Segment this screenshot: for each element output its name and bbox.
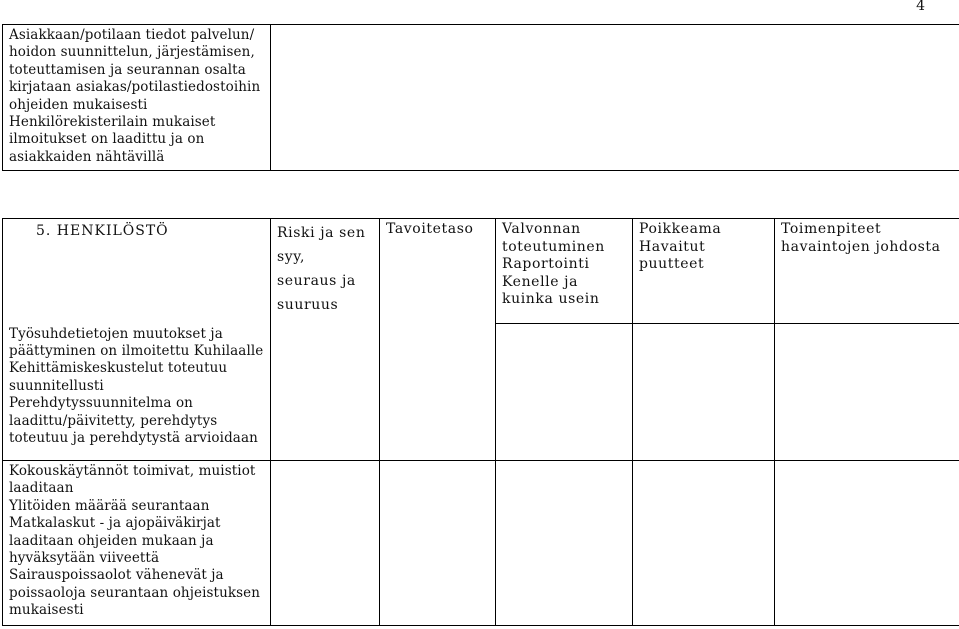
row1-risk-cell bbox=[271, 324, 380, 461]
row1-monitoring-cell bbox=[496, 324, 633, 461]
top-right-cell bbox=[271, 25, 959, 171]
top-left-cell bbox=[3, 25, 271, 171]
page-number: 4 bbox=[916, 0, 925, 14]
header-goal bbox=[380, 219, 496, 324]
row2-risk-cell bbox=[271, 461, 380, 626]
header-monitoring bbox=[496, 219, 633, 324]
row1-deviation-cell bbox=[633, 324, 775, 461]
row2-criteria-text: Kokouskäytännöt toimivat, muistiot laaditaan Ylitöiden määrää seurantaan Matkalaskut - ja ajopäiväkirjat laaditaan ohjeiden mukaan ja hyväksytään viiveettä Sairauspoissaolot vähenevät ja poissaoloja seurantaan ohjeistuksen mukaisesti bbox=[9, 463, 261, 619]
row1-actions-cell bbox=[775, 324, 959, 461]
header-deviation bbox=[633, 219, 775, 324]
header-goal-label: Tavoitetaso bbox=[386, 221, 474, 237]
section-title: 5. HENKILÖSTÖ bbox=[36, 223, 169, 239]
header-risk-label: Riski ja sen syy, seuraus ja suuruus bbox=[277, 225, 366, 313]
row2-deviation-cell bbox=[633, 461, 775, 626]
personnel-table bbox=[2, 218, 959, 626]
records-text: Asiakkaan/potilaan tiedot palvelun/ hoidon suunnittelun, järjestämisen, toteuttamisen ja seurannan osalta kirjataan asiakas/potilastiedostoihin ohjeiden mukaisesti Henkilörekisterilain mukaiset ilmoitukset on laadittu ja on asiakkaiden nähtävillä bbox=[9, 27, 261, 165]
header-deviation-label: Poikkeama Havaitut puutteet bbox=[639, 221, 722, 272]
top-table bbox=[2, 24, 959, 171]
header-monitoring-label: Valvonnan toteutuminen Raportointi Kenelle ja kuinka usein bbox=[502, 221, 605, 307]
section-title-cell bbox=[3, 219, 271, 324]
row2-criteria-cell bbox=[3, 461, 271, 626]
header-actions bbox=[775, 219, 959, 324]
row2-goal-cell bbox=[380, 461, 496, 626]
row2-actions-cell bbox=[775, 461, 959, 626]
row1-goal-cell bbox=[380, 324, 496, 461]
row1-criteria-text: Työsuhdetietojen muutokset ja päättyminen on ilmoitettu Kuhilaalle Kehittämiskeskustelut toteutuu suunnitellusti Perehdytyssuunnitelma on laadittu/päivitetty, perehdytys toteutuu ja perehdytystä arvioidaan bbox=[9, 325, 264, 446]
row1-criteria-cell bbox=[3, 324, 271, 461]
header-risk bbox=[271, 219, 380, 324]
header-actions-label: Toimenpiteet havaintojen johdosta bbox=[781, 221, 941, 255]
row2-monitoring-cell bbox=[496, 461, 633, 626]
